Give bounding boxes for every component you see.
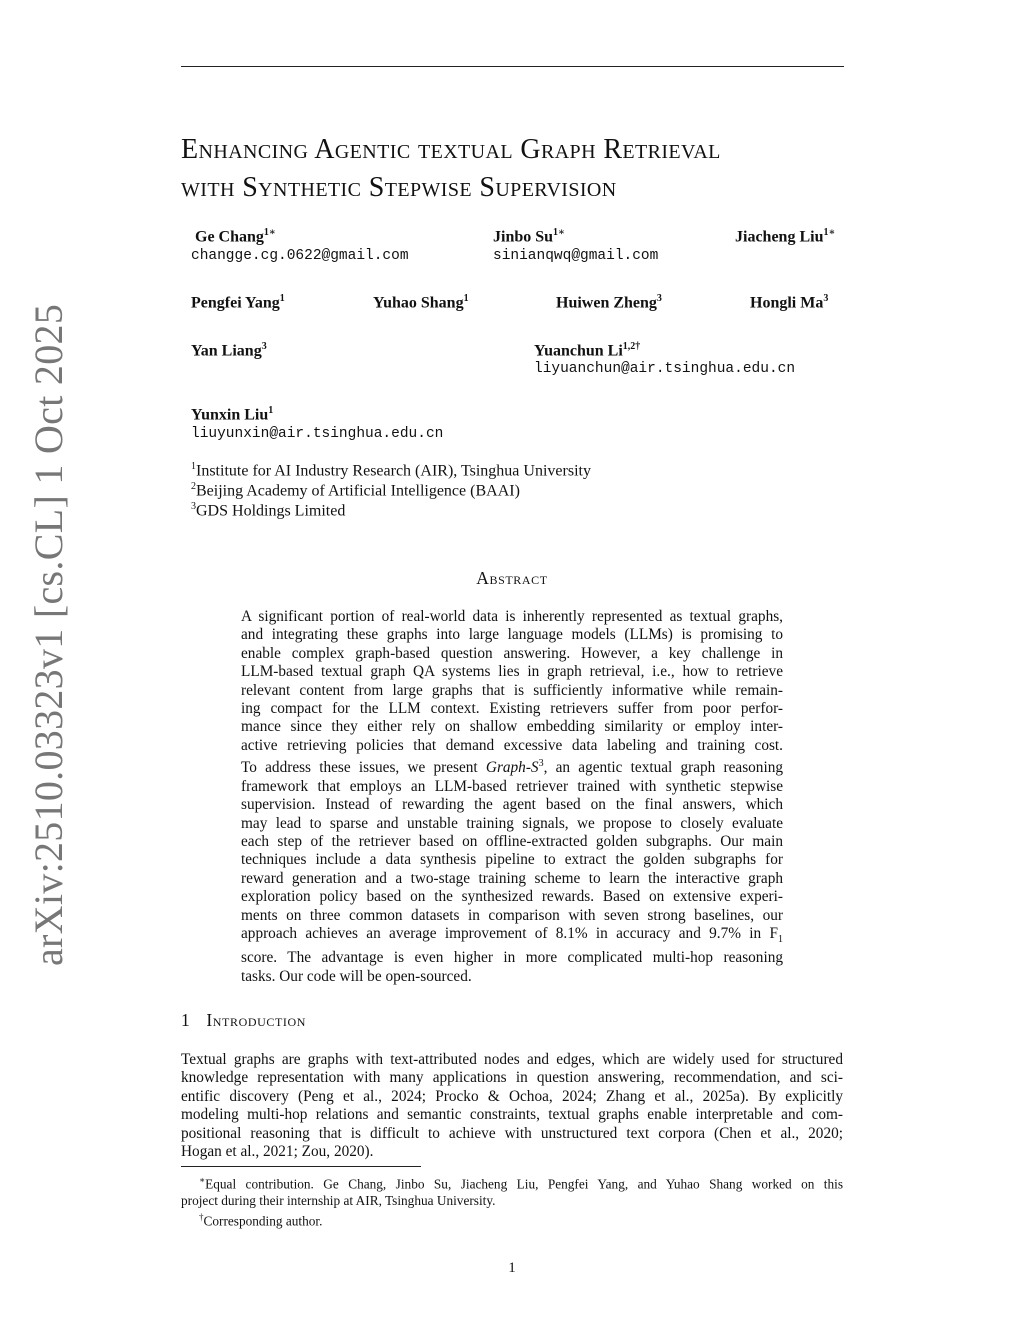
footnote-equal-contribution-cont: project during their internship at AIR, Tsinghua University. (181, 1193, 496, 1209)
author-yuanchun-li: Yuanchun $Li^{1,2\dagger}$ (534, 341, 641, 360)
intro-line: Hogan et al., 2021; Zou, 2020). (181, 1143, 374, 1161)
abstract-line: mance since they either rely on shallow embedding similarity or employ inter- (241, 718, 783, 736)
paper-title (181, 131, 851, 207)
intro-line: entific discovery (Peng et al., 2024; Procko & Ochoa, 2024; Zhang et al., 2025a). By explicitly (181, 1087, 843, 1105)
abstract-line: and integrating these graphs into large language models (LLMs) is promising to (241, 626, 783, 644)
author-pengfei-yang: Pengfei Yang$^1$ (191, 293, 285, 312)
abstract-body (241, 608, 783, 986)
title-line-1: Enhancing Agentic textual Graph Retrieval (181, 134, 721, 165)
abstract-line: techniques include a data synthesis pipeline to extract the golden subgraphs for (241, 851, 783, 869)
author-ge-chang: Ge Chang$^{1∗}$ (195, 227, 276, 246)
abstract-line: active retrieving policies that demand excessive data labeling and training cost. (241, 736, 783, 754)
email-ge-chang[interactable]: changge.cg.0622@gmail.com (191, 248, 409, 264)
section-number: 1 (181, 1010, 191, 1030)
page-number: 1 (508, 1260, 516, 1276)
abstract-line-method: To address these issues, we present Graph-$S^3$, an agentic textual graph reasoning (241, 758, 783, 777)
author-huiwen-zheng: Huiwen Zheng$^3$ (556, 293, 662, 312)
abstract-line-f1: approach achieves an average improvement of 8.1% in accuracy and 9.7% in $F_1$ (241, 925, 783, 946)
title-line-2: with Synthetic Stepwise Supervision (181, 172, 617, 203)
abstract-line: enable complex graph-based question answering. However, a key challenge in (241, 644, 783, 662)
abstract-line: ing compact for the LLM context. Existing retrievers suffer from poor perfor- (241, 700, 783, 718)
author-yan-liang: Yan Liang$^3$ (191, 341, 267, 360)
intro-line: modeling multi-hop relations and semantic constraints, textual graphs enable interpretable and com- (181, 1106, 843, 1124)
abstract-line: framework that employs an LLM-based retriever trained with synthetic stepwise (241, 777, 783, 795)
introduction-paragraph (181, 1051, 843, 1161)
footnotes (181, 1172, 843, 1230)
abstract-line: supervision. Instead of rewarding the agent based on the final answers, which (241, 796, 783, 814)
abstract-line: may lead to sparse and unstable training signals, we propose to closely evaluate (241, 814, 783, 832)
abstract-line: tasks. Our code will be open-sourced. (241, 967, 472, 985)
affiliation-3: $^3$GDS Holdings Limited (191, 501, 346, 520)
email-yuanchun-li[interactable]: liyuanchun@air.tsinghua.edu.cn (534, 361, 796, 377)
abstract-line: ments on three common datasets in comparison with seven strong baselines, our (241, 906, 783, 924)
arxiv-identifier: arXiv:2510.03323v1 [cs.CL] 1 Oct 2025 (26, 303, 71, 966)
abstract-heading: Abstract (476, 568, 548, 588)
abstract-line: relevant content from large graphs that is sufficiently informative while remain- (241, 681, 783, 699)
section-title: Introduction (206, 1010, 307, 1030)
intro-line: knowledge representation with many applications in question answering, recommendation, and sci- (181, 1069, 843, 1087)
abstract-line: score. The advantage is even higher in more complicated multi-hop reasoning (241, 949, 783, 967)
intro-line: positional reasoning that is difficult to achieve with unstructured text corpora (Chen et al., 2020; (181, 1124, 843, 1142)
affiliation-1: $^1$Institute for AI Industry Research (AIR), Tsinghua University (191, 461, 591, 480)
email-yunxin-liu[interactable]: liuyunxin@air.tsinghua.edu.cn (191, 426, 444, 442)
top-rule (181, 66, 844, 67)
section-heading-introduction (181, 1010, 306, 1031)
footnote-corresponding: †Corresponding author. (199, 1212, 323, 1229)
author-hongli-ma: Hongli Ma$^3$ (750, 293, 829, 312)
author-yunxin-liu: Yunxin Liu$^1$ (191, 405, 274, 424)
footnote-rule (181, 1166, 421, 1167)
footnote-equal-contribution: ∗Equal contribution. Ge Chang, Jinbo Su, Jiacheng Liu, Pengfei Yang, and Yuhao Shang worked on this (199, 1175, 843, 1192)
abstract-line: exploration policy based on the synthesized rewards. Based on extensive experi- (241, 888, 783, 906)
method-name: Graph-S (485, 759, 539, 777)
intro-line: Textual graphs are graphs with text-attributed nodes and edges, which are widely used for structured (181, 1051, 843, 1068)
abstract-line: LLM-based textual graph QA systems lies in graph retrieval, i.e., how to retrieve (241, 663, 783, 681)
author-yuhao-shang: Yuhao Shang$^1$ (373, 293, 469, 312)
author-jinbo-su: Jinbo $Su^{1∗}$ (493, 227, 565, 246)
affiliation-2: $^2$Beijing Academy of Artificial Intelligence (BAAI) (191, 481, 520, 500)
abstract-line: reward generation and a two-stage training scheme to learn the interactive graph (241, 869, 783, 887)
email-jinbo-su[interactable]: sinianqwq@gmail.com (493, 248, 659, 264)
author-jiacheng-liu: Jiacheng Liu$^{1∗}$ (735, 227, 836, 246)
abstract-line: each step of the retriever based on offline-extracted golden subgraphs. Our main (241, 832, 783, 850)
abstract-line: A significant portion of real-world data is inherently represented as textual graphs, (241, 608, 783, 625)
